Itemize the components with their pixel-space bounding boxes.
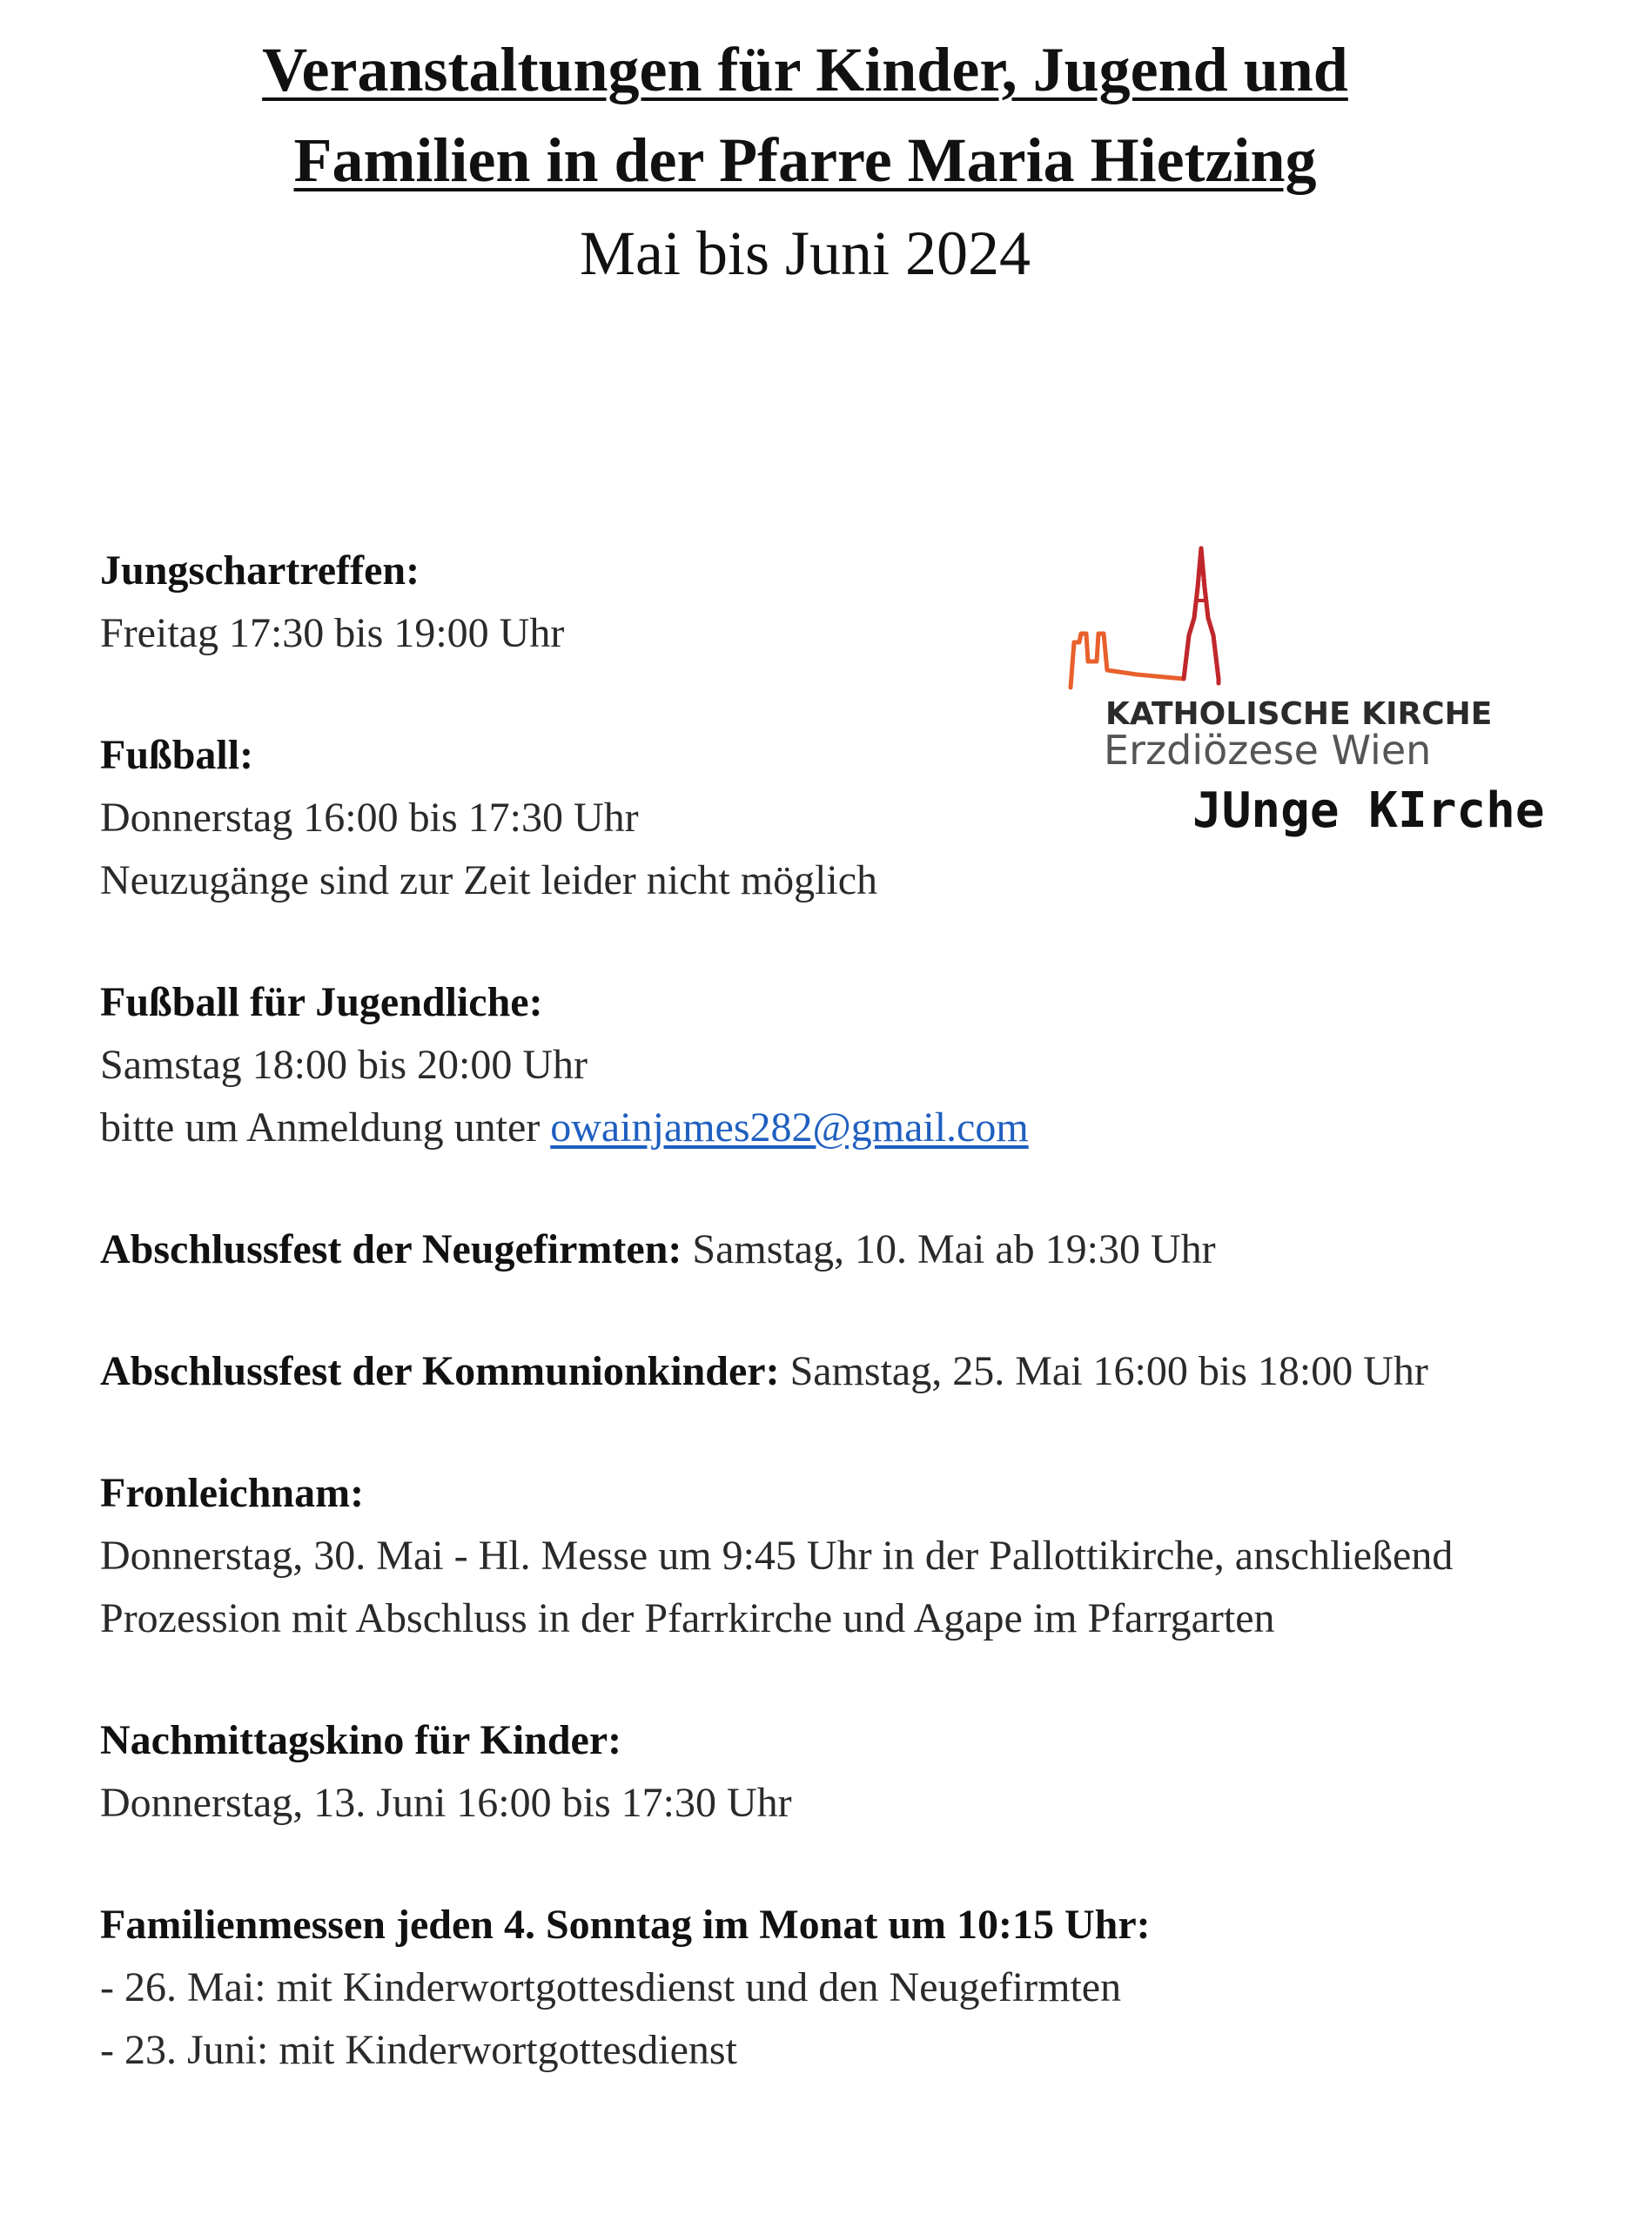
event-description-line-2: Prozession mit Abschluss in der Pfarrkirche und Agape im Pfarrgarten [100,1595,1275,1641]
event-note: Neuzugänge sind zur Zeit leider nicht möglich [100,857,878,903]
event-registration [100,1097,1597,1159]
title-line-1: Veranstaltungen für Kinder, Jugend und [262,35,1348,104]
event-jungschartreffen [100,540,1597,665]
title-line-2: Familien in der Pfarre Maria Hietzing [293,125,1317,195]
list-item: - 26. Mai: mit Kinderwortgottesdienst und den Neugefirmten [100,1964,1122,2010]
event-nachmittagskino [100,1709,1597,1835]
event-time: Samstag 18:00 bis 20:00 Uhr [100,1042,588,1088]
subtitle: Mai bis Juni 2024 [579,218,1031,288]
event-heading: Fronleichnam: [100,1470,365,1516]
event-fronleichnam [100,1462,1597,1650]
event-heading: Nachmittagskino für Kinder: [100,1717,622,1763]
event-familienmessen [100,1894,1597,2082]
registration-text: bitte um Anmeldung unter [100,1104,551,1151]
email-link[interactable]: owainjames282@gmail.com [550,1104,1029,1151]
logo-line-2: Erzdiözese Wien [1104,727,1432,774]
event-heading: Abschlussfest der Kommunionkinder: [100,1348,780,1394]
event-heading: Fußball für Jugendliche: [100,979,543,1025]
event-description-line-1: Donnerstag, 30. Mai - Hl. Messe um 9:45 Uhr in der Pallottikirche, anschließend [100,1533,1454,1579]
event-time: Donnerstag, 13. Juni 16:00 bis 17:30 Uhr [100,1780,792,1826]
event-time: Samstag, 10. Mai ab 19:30 Uhr [682,1226,1216,1272]
event-fussball-jugendliche [100,971,1597,1159]
logo-line-1: KATHOLISCHE KIRCHE [1105,696,1493,732]
list-item: - 23. Juni: mit Kinderwortgottesdienst [100,2027,737,2073]
event-time: Freitag 17:30 bis 19:00 Uhr [100,610,565,656]
event-heading: Abschlussfest der Neugefirmten: [100,1226,682,1272]
event-time: Donnerstag 16:00 bis 17:30 Uhr [100,795,639,841]
event-heading: Fußball: [100,732,254,778]
document-header [0,24,1610,301]
event-fussball [100,724,1597,912]
event-time: Samstag, 25. Mai 16:00 bis 18:00 Uhr [779,1348,1428,1394]
event-abschlussfest-kommunion [100,1340,1597,1403]
event-abschlussfest-neugefirmte [100,1218,1597,1281]
event-list [100,540,1597,2082]
event-heading: Jungschartreffen: [100,547,420,594]
event-heading: Familienmessen jeden 4. Sonntag im Monat um 10:15 Uhr: [100,1902,1151,1948]
logo-line-3: JUnge KIrche [1192,782,1545,839]
